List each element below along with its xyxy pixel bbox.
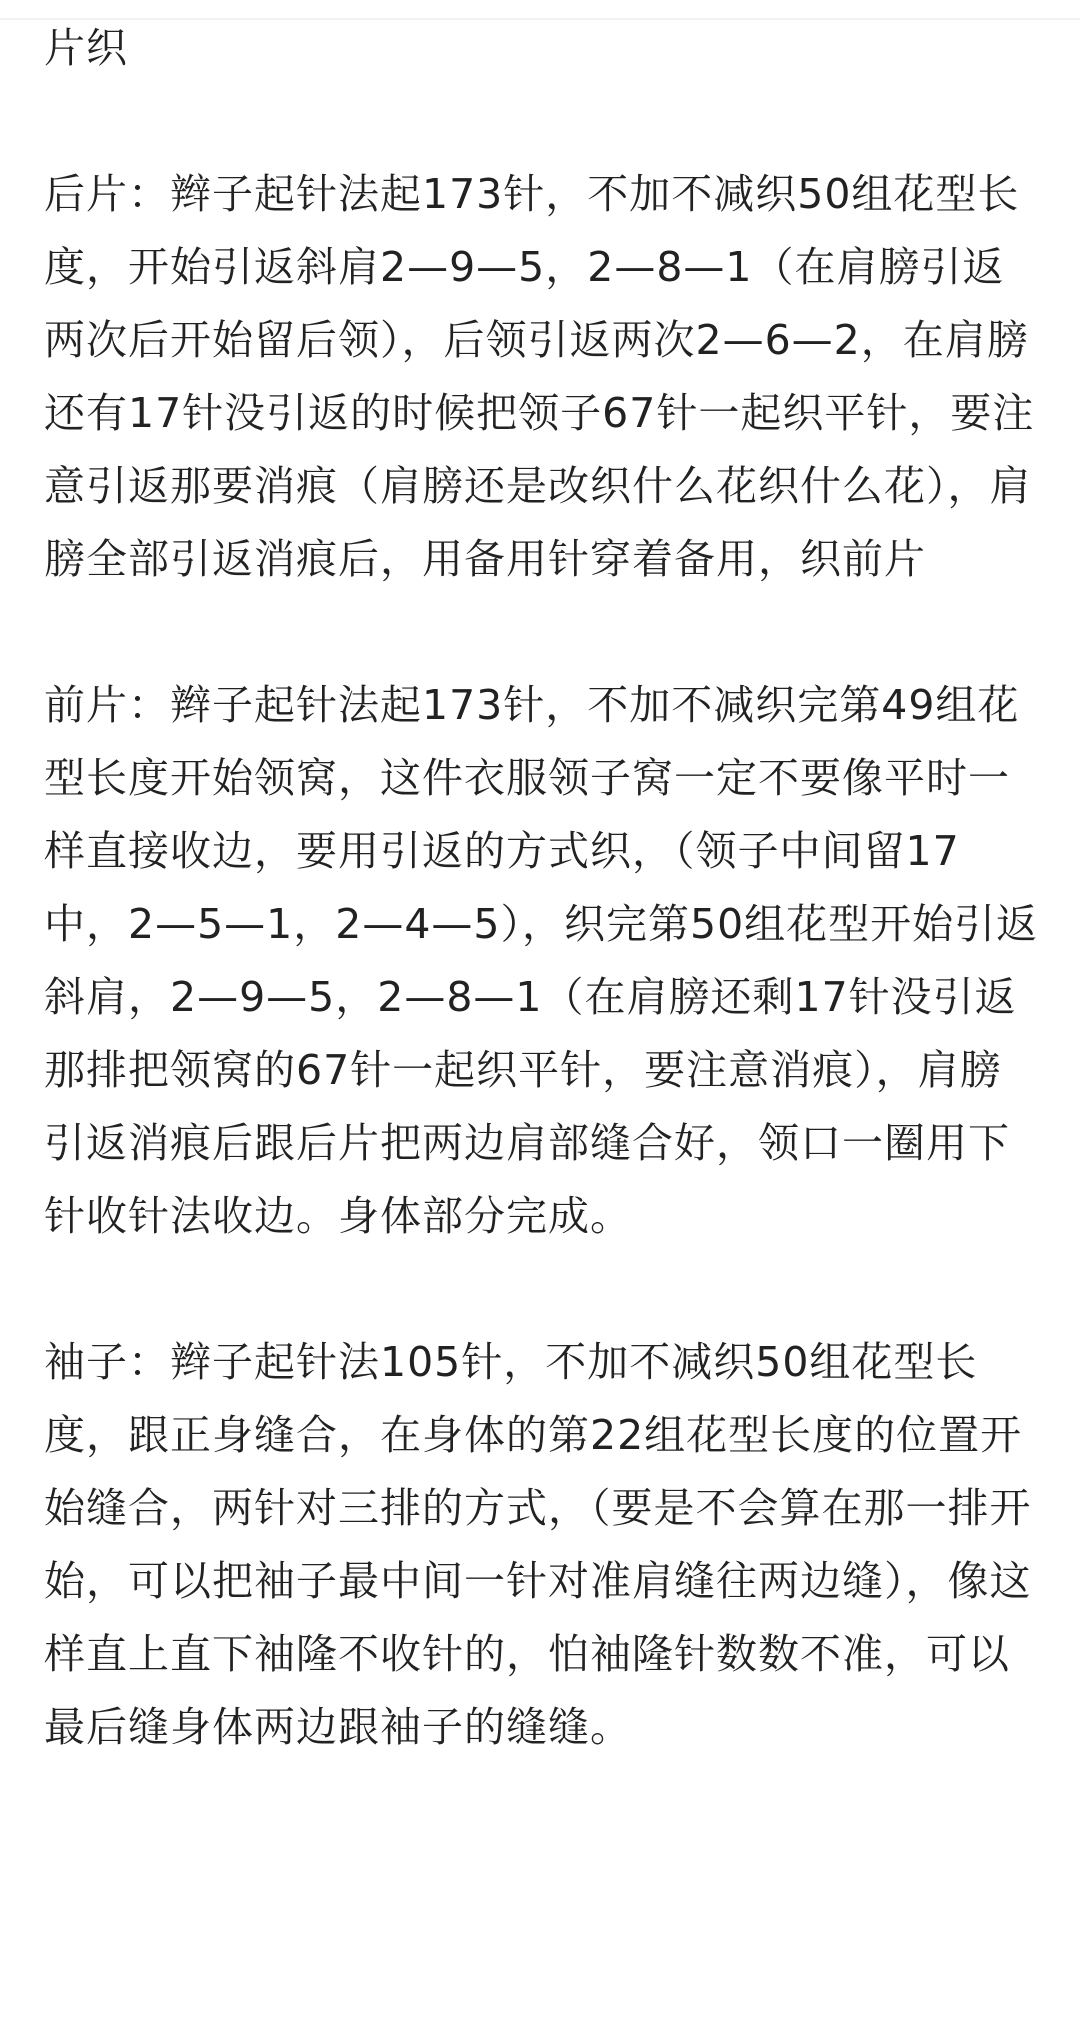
paragraph-front-piece: 前片：辫子起针法起173针，不加不减织完第49组花型长度开始领窝，这件衣服领子窝一定不要像平时一样直接收边，要用引返的方式织，（领子中间留17中，2—5—1，2—4—5），织完第50组花型开始引返斜肩，2—9—5，2—8—1（在肩膀还剩17针没引返那排把领窝的67针一起织平针，要注意消痕），肩膀引返消痕后跟后片把两边肩部缝合好，领口一圈用下针收针法收边。身体部分完成。 xyxy=(44,681,1039,1240)
paragraph-back-piece: 后片：辫子起针法起173针，不加不减织50组花型长度，开始引返斜肩2—9—5，2—8—1（在肩膀引返两次后开始留后领），后领引返两次2—6—2，在肩膀还有17针没引返的时候把领子67针一起织平针，要注意引返那要消痕（肩膀还是改织什么花织什么花），肩膀全部引返消痕后，用备用针穿着备用，织前片 xyxy=(44,170,1035,583)
document-body xyxy=(44,12,1040,1764)
paragraph-sleeves: 袖子：辫子起针法105针，不加不减织50组花型长度，跟正身缝合，在身体的第22组花型长度的位置开始缝合，两针对三排的方式，（要是不会算在那一排开始，可以把袖子最中间一针对准肩缝往两边缝），像这样直上直下袖隆不收针的，怕袖隆针数数不准，可以最后缝身体两边跟袖子的缝缝。 xyxy=(44,1338,1032,1751)
document-title: 片织 xyxy=(44,24,128,72)
